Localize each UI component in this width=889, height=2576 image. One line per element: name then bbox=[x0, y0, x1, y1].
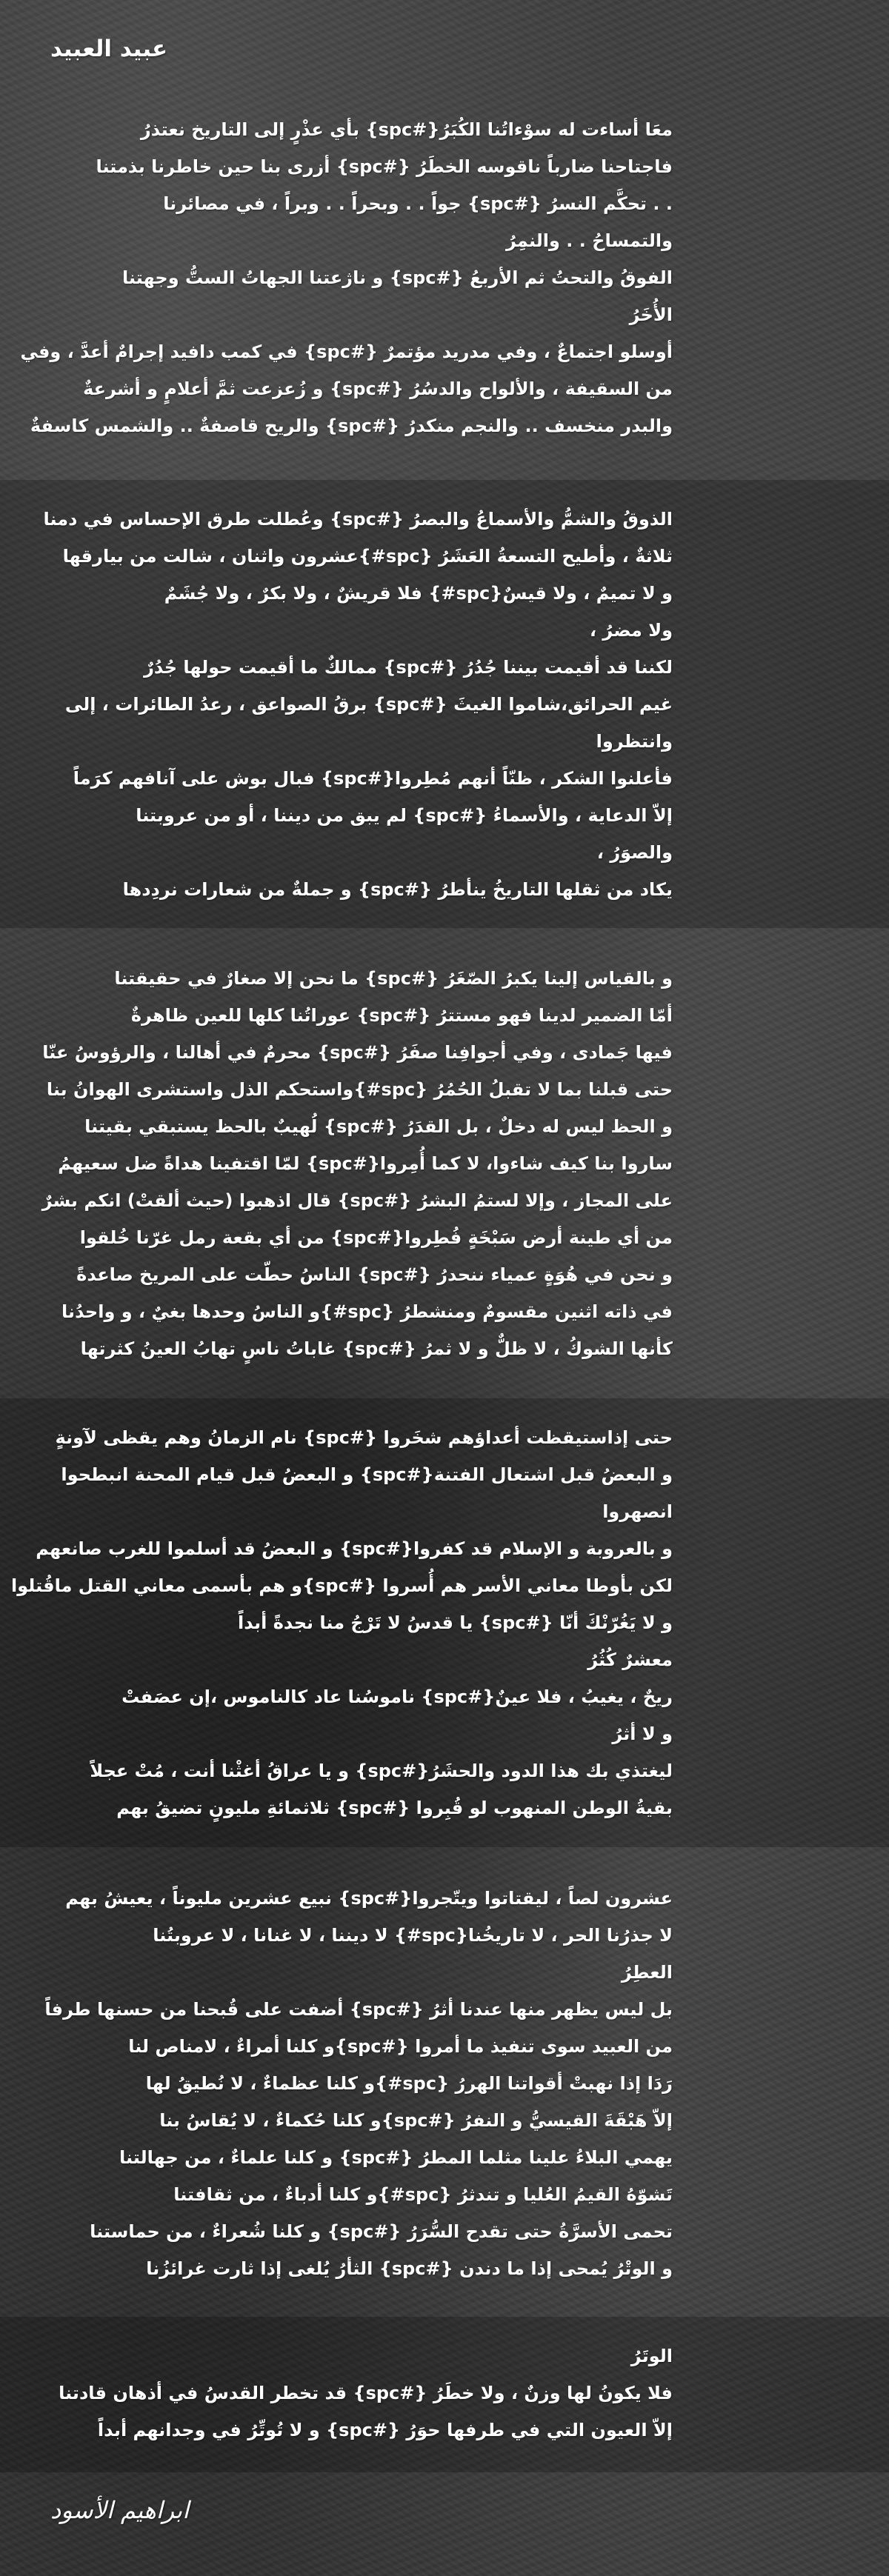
poem-line: و نحن في هُوَةٍ عمياء ننحدرُ {#spc} الناسُ حطّت على المريخ صاعدةً bbox=[76, 1264, 673, 1285]
poem-line: بقيةُ الوطن المنهوب لو قُبِروا {#spc} ثلاثمائةِ مليونٍ تضيقُ بهم bbox=[116, 1798, 673, 1818]
poem-line: تحمى الأسرَّةُ حتى تقدح السُّرَرُ {#spc} و كلنا شُعراءٌ ، من حماستنا bbox=[90, 2221, 673, 2242]
author-signature: ابراهيم الأسود bbox=[50, 2496, 190, 2524]
poem-line: أوسلو اجتماعٌ ، وفي مدريد مؤتمرٌ {#spc} في كمب دافيد إجرامٌ أعدَّ ، وفي bbox=[20, 341, 673, 362]
poem-line: ساروا بنا كيف شاءوا، لا كما أُمِروا{#spc} لمّا اقتفينا هداةً ضل سعيهمُ bbox=[58, 1153, 673, 1174]
stanza-3 bbox=[0, 939, 889, 1387]
stanza-1 bbox=[0, 90, 889, 467]
poem-line: ولا مضرُ ، bbox=[589, 620, 673, 641]
poem-line: فاجتاحنا ضارباً ناقوسه الخطَرُ {#spc} أزرى بنا حين خاطرنا بذمتنا bbox=[96, 156, 673, 177]
poem-line: في ذاته اثنين مقسومٌ ومنشطرُ {spc#}و الناسُ وحدها بغيٌ ، و واحدُنا bbox=[61, 1301, 673, 1322]
poem-line: . . تحكَّم النسرُ {#spc} جواً . . وبحراً . . وبراً ، في مصائرنا bbox=[163, 193, 673, 214]
poem-line: يهمي البلاءُ علينا مثلما المطرُ {#spc} و كلنا علماءٌ ، من جهالتنا bbox=[119, 2147, 673, 2168]
poem-line: من العبيد سوى تنفيذ ما أمروا {#spc}و كلنا أمراءٌ ، لامناص لنا bbox=[128, 2036, 673, 2057]
poem-line: تَشوّهُ القيمُ العُليا و تندثرُ {spc#}و كلنا أدباءٌ ، من ثقافتنا bbox=[173, 2184, 673, 2205]
poem-line: و بالعروبة و الإسلام قد كفروا{#spc} و البعضُ قد أسلموا للغرب صانعهم bbox=[36, 1538, 673, 1559]
poem-line: انصهروا bbox=[602, 1501, 673, 1522]
poem-line: ليغتذي بك هذا الدود والحشَرُ{#spc} و يا عراقُ أغثْنا أنت ، مُتْ عجلاً bbox=[90, 1761, 673, 1781]
poem-line: فلا يكونُ لها وزنٌ ، ولا خطَرُ {#spc} قد تخطر القدسُ في أذهان قادتنا bbox=[59, 2383, 673, 2403]
poem-line: و الوتْرُ يُمحى إذا ما دندن {#spc} الثأرُ يُلغى إذا ثارت غرائزُنا bbox=[146, 2258, 673, 2279]
poem-line: حتى قبلنا بما لا تقبلُ الحُمُرُ {spc#}واستحكم الذل واستشرى الهوانُ بنا bbox=[46, 1079, 673, 1100]
poem-line: والصوَرُ ، bbox=[596, 842, 673, 863]
poem-line: كأنها الشوكُ ، لا ظلٌّ و لا ثمرُ {#spc} غاباتُ ناسٍ تهابُ العينُ كثرتها bbox=[80, 1338, 673, 1359]
poem-line: و البعضُ قبل اشتعال الفتنة{#spc} و البعضُ قبل قيام المحنة انبطحوا bbox=[61, 1464, 673, 1485]
poem-line: الذوقُ والشمُّ والأسماعُ والبصرُ {#spc} وعُطلت طرق الإحساس في دمنا bbox=[43, 509, 673, 530]
poem-line: عشرون لصاً ، ليقتاتوا ويتّجروا{#spc} نبيع عشرين مليوناً ، يعيشُ بهم bbox=[65, 1888, 673, 1909]
poem-line: و لا تميمٌ ، ولا قيسٌ{spc#} فلا قريشٌ ، ولا بكرٌ ، ولا جُشَمٌ bbox=[164, 583, 673, 604]
poem-line: من السقيفة ، والألواح والدسُرُ {#spc} و زُعزعت ثمَّ أعلامٍ و أشرعةٌ bbox=[83, 378, 673, 399]
poem-line: لكننا قد أقيمت بيننا جُدُرُ {#spc} ممالكٌ ما أقيمت حولها جُدُرٌ bbox=[144, 657, 673, 678]
poem-title: عبيد العبيد bbox=[50, 36, 168, 62]
poem-line: على المجاز ، وإلا لستمُ البشرُ {#spc} قال اذهبوا (حيث ألقتْ) انكم بشرٌ bbox=[41, 1190, 673, 1211]
poem-line: وانتظروا bbox=[596, 731, 673, 752]
poem-line: فيها جَمادى ، وفي أجوافِنا صفَرُ {#spc} محرمٌ في أهالنا ، والرؤوسُ عنّا bbox=[42, 1042, 673, 1063]
poem-line: حتى إذاستيقظت أعداؤهم شخَروا {#spc} نام الزمانُ وهم يقظى لآونةٍ bbox=[55, 1427, 673, 1448]
poem-line: من أي طينة أرض سَبْخَةٍ فُطِروا{#spc} من أي بقعة رمل غرّنا خُلقوا bbox=[79, 1227, 673, 1248]
poem-line: إلاّ الدعاية ، والأسماءُ {#spc} لم يبق من ديننا ، أو من عروبتنا bbox=[136, 805, 673, 826]
stanza-5 bbox=[0, 1859, 889, 2307]
poem-line: بل ليس يظهر منها عندنا أثرُ {#spc} أضفت على قُبحنا من حسنها طرفاً bbox=[44, 1999, 673, 2020]
poem-line: إلاّ العيون التي في طرفها حوَرُ {#spc} و لا تُوتِّرُ في وجدانهم أبداً bbox=[97, 2420, 673, 2440]
poem-line: و بالقياس إلينا يكبرُ الصّغَرُ {#spc} ما نحن إلا صغارٌ في حقيقتنا bbox=[114, 968, 673, 989]
poem-line: الأُخَرُ bbox=[629, 304, 673, 325]
stanza-4 bbox=[0, 1398, 889, 1847]
poem-line: الفوقُ والتحتُ ثم الأربعُ {#spc} و ناژعتنا الجهاتُ الستُّ وجهتنا bbox=[121, 267, 673, 288]
poem-line: أمّا الضمير لدينا فهو مستترُ {#spc} عوراتُنا كلها للعين ظاهرةٌ bbox=[130, 1005, 673, 1026]
poem-line: العطِرُ bbox=[621, 1962, 673, 1983]
poem-line: إلاّ هَبْقَةَ القيسيُّ و النفرُ {#spc}و كلنا حُكماءٌ ، لا يُقاسُ بنا bbox=[159, 2110, 673, 2131]
poem-line: معشرٌ كُثُرُ bbox=[587, 1649, 673, 1670]
poem-line: ريحٌ ، يغيبُ ، فلا عينٌ{#spc} ناموسُنا عاد كالناموس ،إن عصَفتْ bbox=[121, 1686, 673, 1707]
poem-line: لكن بأوطا معاني الأسر هم أُسروا {#spc}و هم بأسمى معاني القتل ماقُتلوا bbox=[11, 1575, 673, 1596]
poem-line: معَا أساءت له سوْءاتُنا الكُبَرُ{#spc} بأي عذْرٍ إلى التاريخ نعتذرُ bbox=[140, 119, 673, 140]
poem-line: لا جذرُنا الحر ، لا تاريخُنا{spc#} لا ديننا ، لا غنانا ، لا عروبتُنا bbox=[153, 1925, 673, 1946]
poem-line: رَدَا إذا نهبتْ أقواتنا الهررُ {spc#}و كلنا عظماءٌ ، لا نُطيقُ لها bbox=[145, 2073, 673, 2094]
poem-line: والبدر منخسف .. والنجم منكدرُ {#spc} والريح قاصفةٌ .. والشمس كاسفةٌ bbox=[30, 416, 673, 436]
stanza-6 bbox=[0, 2317, 889, 2472]
poem-line: يكاد من ثقلها التاريخُ ينأطرُ {#spc} و جملةٌ من شعارات نردِدها bbox=[122, 879, 673, 900]
poem-line: ثلاثةٌ ، وأطيح التسعةُ العَشَرُ {spc#}عشرون واثنان ، شالت من بيارقها bbox=[62, 546, 673, 567]
poem-line: غيم الحرائق،شاموا الغيثَ {#spc} برقُ الصواعق ، رعدُ الطائرات ، إلى bbox=[64, 694, 673, 715]
poem-line: و الحظ ليس له دخلٌ ، بل القدَرُ {#spc} لُهيبٌ بالحظ يستبقي بقيتنا bbox=[84, 1116, 673, 1137]
poem-line: و لا أثرُ bbox=[612, 1724, 673, 1744]
poem-line: الوتَرُ bbox=[630, 2346, 673, 2366]
poem-line: فأعلنوا الشكر ، ظنّاً أنهم مُطِروا{#spc} فبال بوش على آنافهم كرَماً bbox=[73, 768, 673, 789]
poem-line: والتمساحُ . . والنمِرُ bbox=[505, 230, 673, 251]
poem-line: و لا يَغُرّنْكَ أنّا {#spc} يا قدسُ لا تَرْجُ منا نجدةً أبداً bbox=[238, 1612, 673, 1633]
stanza-2 bbox=[0, 480, 889, 928]
